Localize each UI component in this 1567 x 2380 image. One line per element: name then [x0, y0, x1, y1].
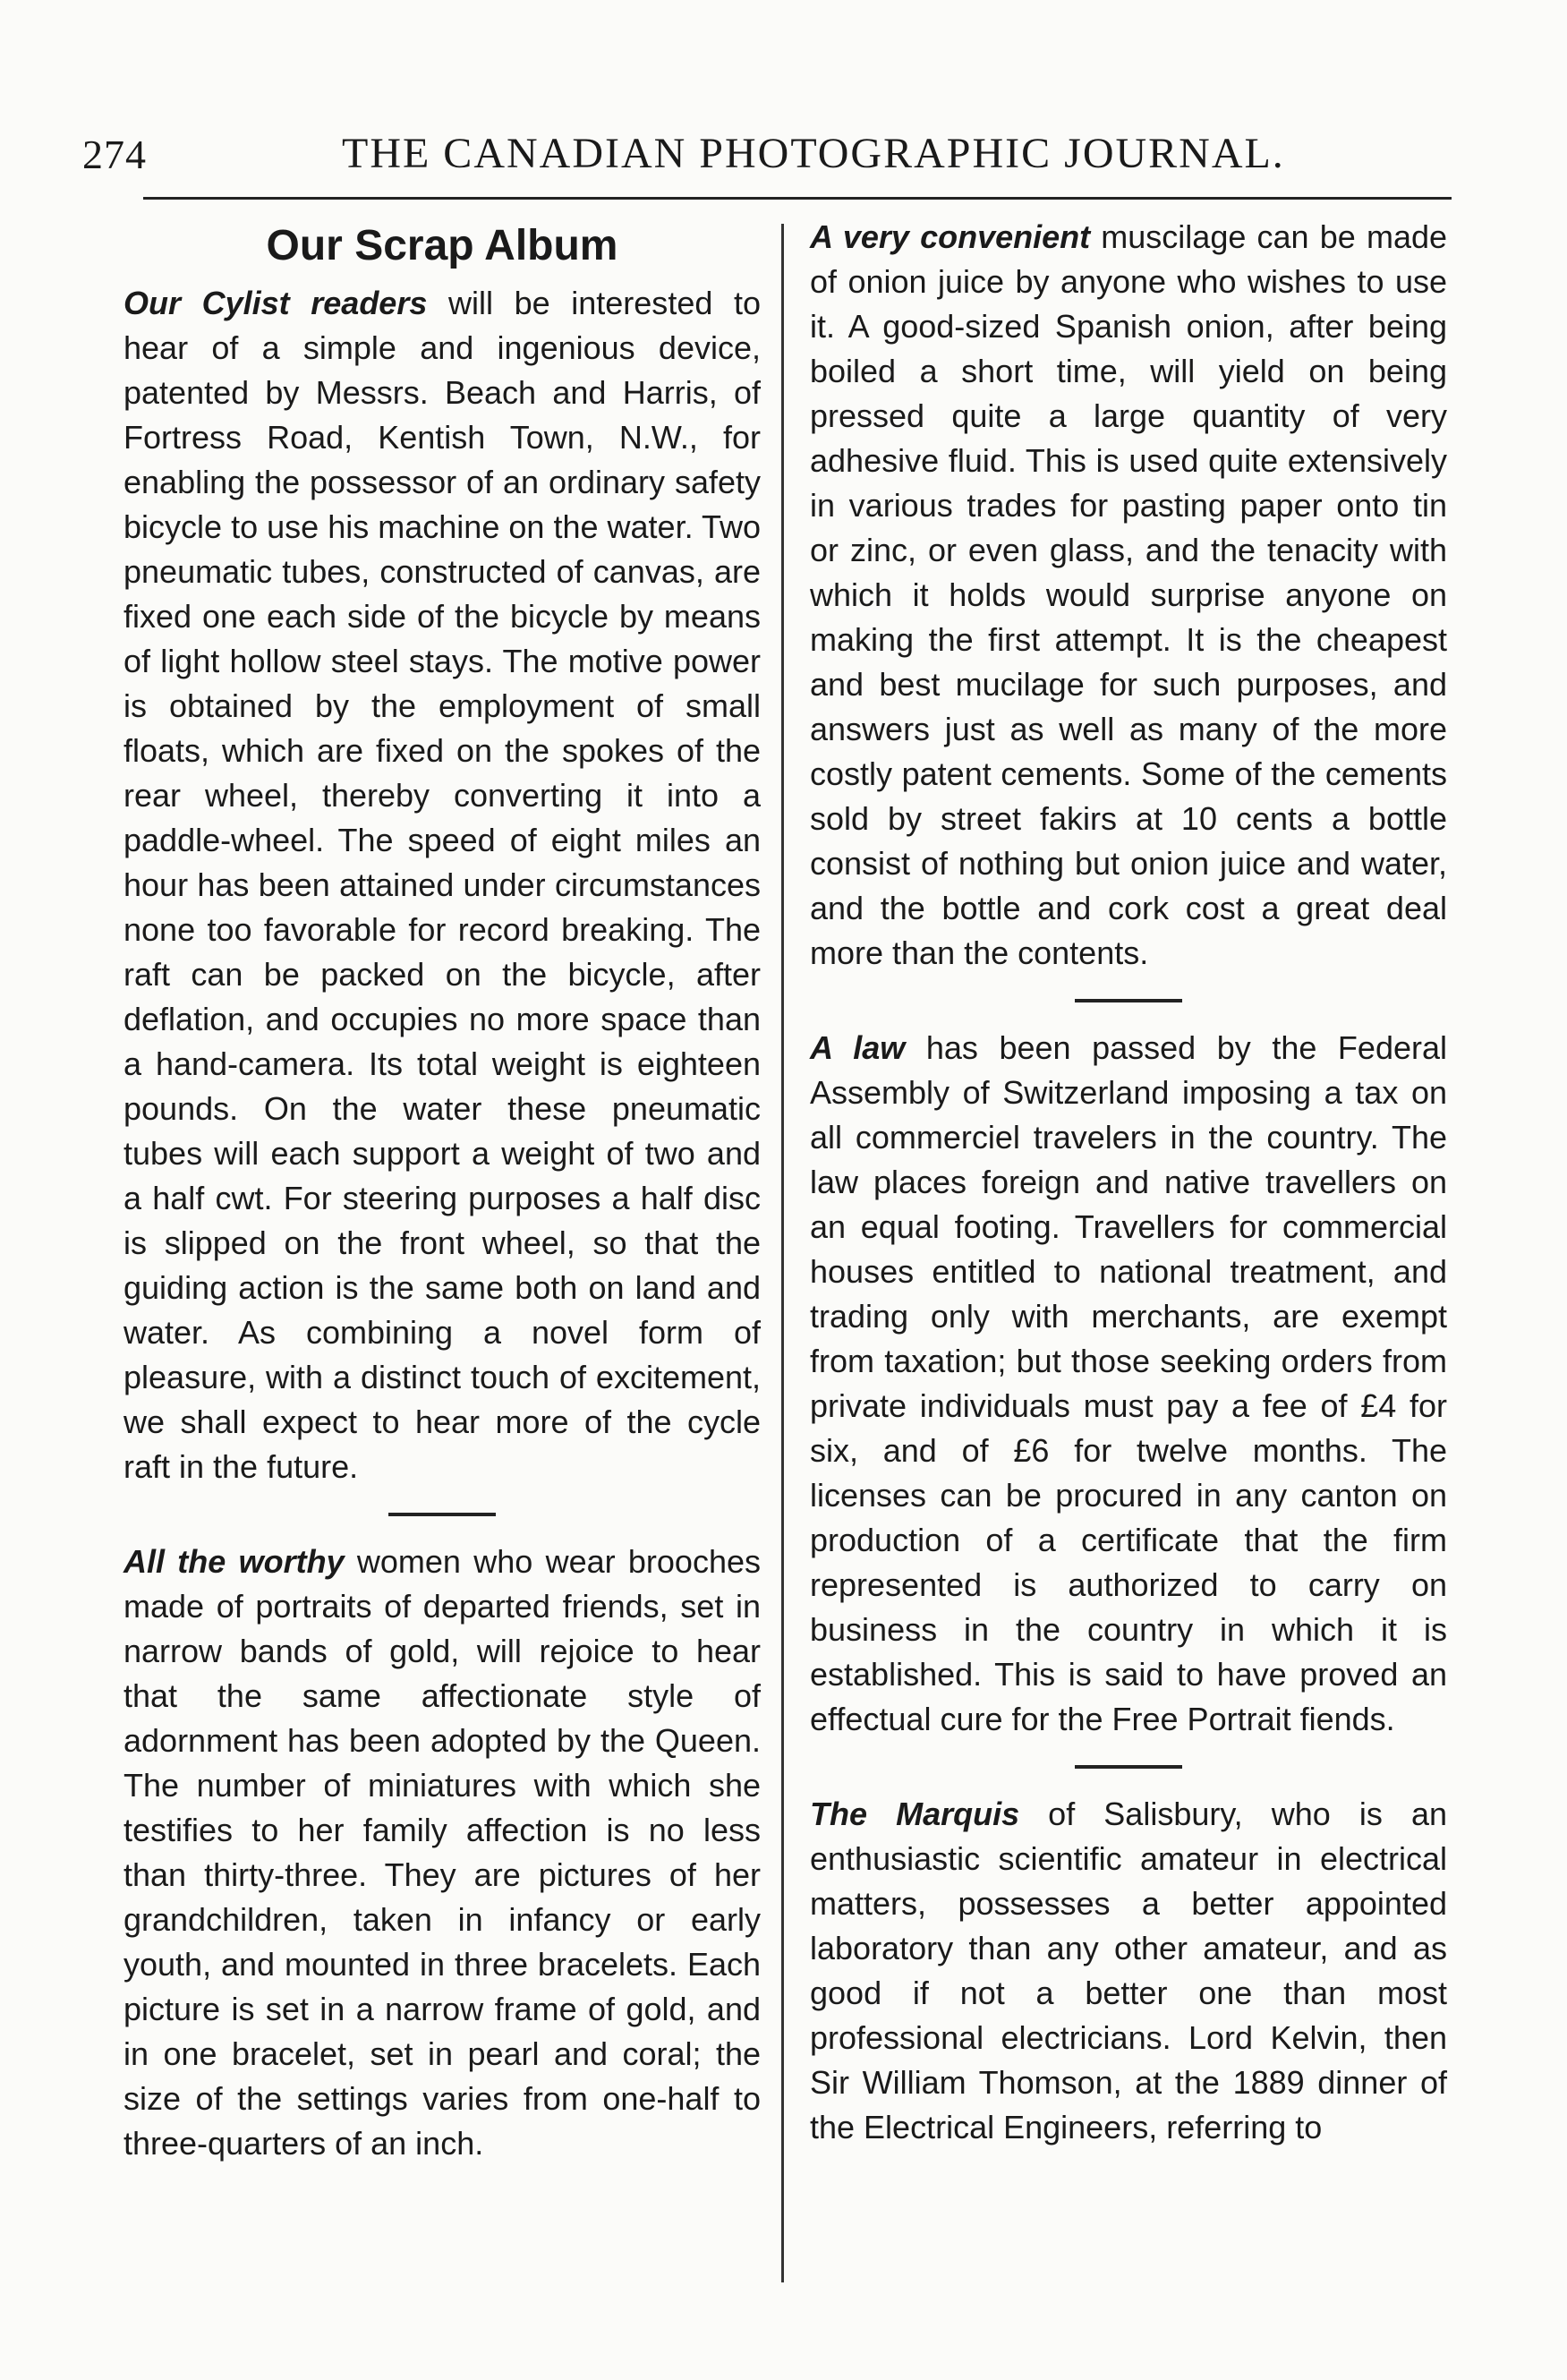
header-rule	[143, 197, 1452, 200]
article-cycle-raft	[123, 281, 761, 1489]
article-marquis-salisbury	[810, 1792, 1447, 2150]
article-body: will be interested to hear of a simple and ingenious device, patented by Messrs. Beach and Harris, of Fortress Road, Kentish Town, N.W., for enabling the possessor of an ordinary safety bicycle to use his machine on the water. Two pneumatic tubes, constructed of canvas, are fixed one each side of the bicycle by means of light hollow steel stays. The motive power is obtained by the employment of small floats, which are fixed on the spokes of the rear wheel, thereby converting it into a paddle-wheel. The speed of eight miles an hour has been attained under circumstances none too favorable for record breaking. The raft can be packed on the bicycle, after deflation, and occupies no more space than a hand-camera. Its total weight is eighteen pounds. On the water these pneumatic tubes will each support a weight of two and a half cwt. For steering purposes a half disc is slipped on the front wheel, so that the guiding action is the same both on land and water. As combining a novel form of pleasure, with a distinct touch of excitement, we shall expect to hear more of the cycle raft in the future.	[123, 285, 761, 1485]
section-title: Our Scrap Album	[266, 222, 618, 269]
column-divider	[781, 224, 784, 2282]
article-body: has been passed by the Federal Assembly of Switzerland imposing a tax on all commerciel travelers in the country. The law places foreign and native travellers on an equal footing. Travellers for commercial houses entitled to national treatment, and trading only with merchants, are exempt from taxation; but those seeking orders from private individuals must pay a fee of £4 for six, and of £6 for twelve months. The licenses can be procured in any canton on production of a certificate that the firm represented is authorized to carry on business in the country in which it is established. This is said to have proved an effectual cure for the Free Portrait fiends.	[810, 1029, 1447, 1737]
article-lead: All the worthy	[123, 1543, 345, 1580]
journal-title: THE CANADIAN PHOTOGRAPHIC JOURNAL.	[342, 130, 1285, 177]
article-body: women who wear brooches made of portraits of departed friends, set in narrow bands of gold, will rejoice to hear that the same affectionate style of adornment has been adopted by the Queen. The number of miniatures with which she testifies to her family affection is no less than thirty-three. They are pictures of her grandchildren, taken in infancy or early youth, and mounted in three bracelets. Each picture is set in a narrow frame of gold, and in one bracelet, set in pearl and coral; the size of the settings varies from one-half to three-quarters of an inch.	[123, 1543, 761, 2162]
article-lead: Our Cylist readers	[123, 285, 428, 321]
article-body: of Salisbury, who is an enthusiastic scientific amateur in electrical matters, possesses a better appointed laboratory than any other amateur, and as good if not a better one than most professional electricians. Lord Kelvin, then Sir William Thomson, at the 1889 dinner of the Electrical Engineers, referring to	[810, 1796, 1447, 2145]
article-queen-miniatures	[123, 1540, 761, 2166]
article-separator	[388, 1513, 496, 1516]
left-column	[123, 215, 761, 2166]
article-swiss-law	[810, 1026, 1447, 1742]
article-lead: A law	[810, 1029, 906, 1066]
page-number: 274	[82, 132, 147, 177]
article-body: muscilage can be made of onion juice by anyone who wishes to use it. A good-sized Spanish onion, after being boiled a short time, will yield on being pressed quite a large quantity of very adhesive fluid. This is used quite extensively in various trades for pasting paper onto tin or zinc, or even glass, and the tenacity with which it holds would surprise anyone on making the first attempt. It is the cheapest and best mucilage for such purposes, and answers just as well as many of the more costly patent cements. Some of the cements sold by street fakirs at 10 cents a bottle consist of nothing but onion juice and water, and the bottle and cork cost a great deal more than the contents.	[810, 218, 1448, 971]
article-onion-mucilage	[810, 215, 1447, 976]
article-lead: The Marquis	[810, 1796, 1020, 1832]
article-separator	[1075, 1765, 1182, 1769]
page-header	[82, 125, 1452, 188]
article-lead: A very convenient	[810, 218, 1091, 255]
right-column	[810, 215, 1447, 2150]
article-separator	[1075, 999, 1182, 1002]
